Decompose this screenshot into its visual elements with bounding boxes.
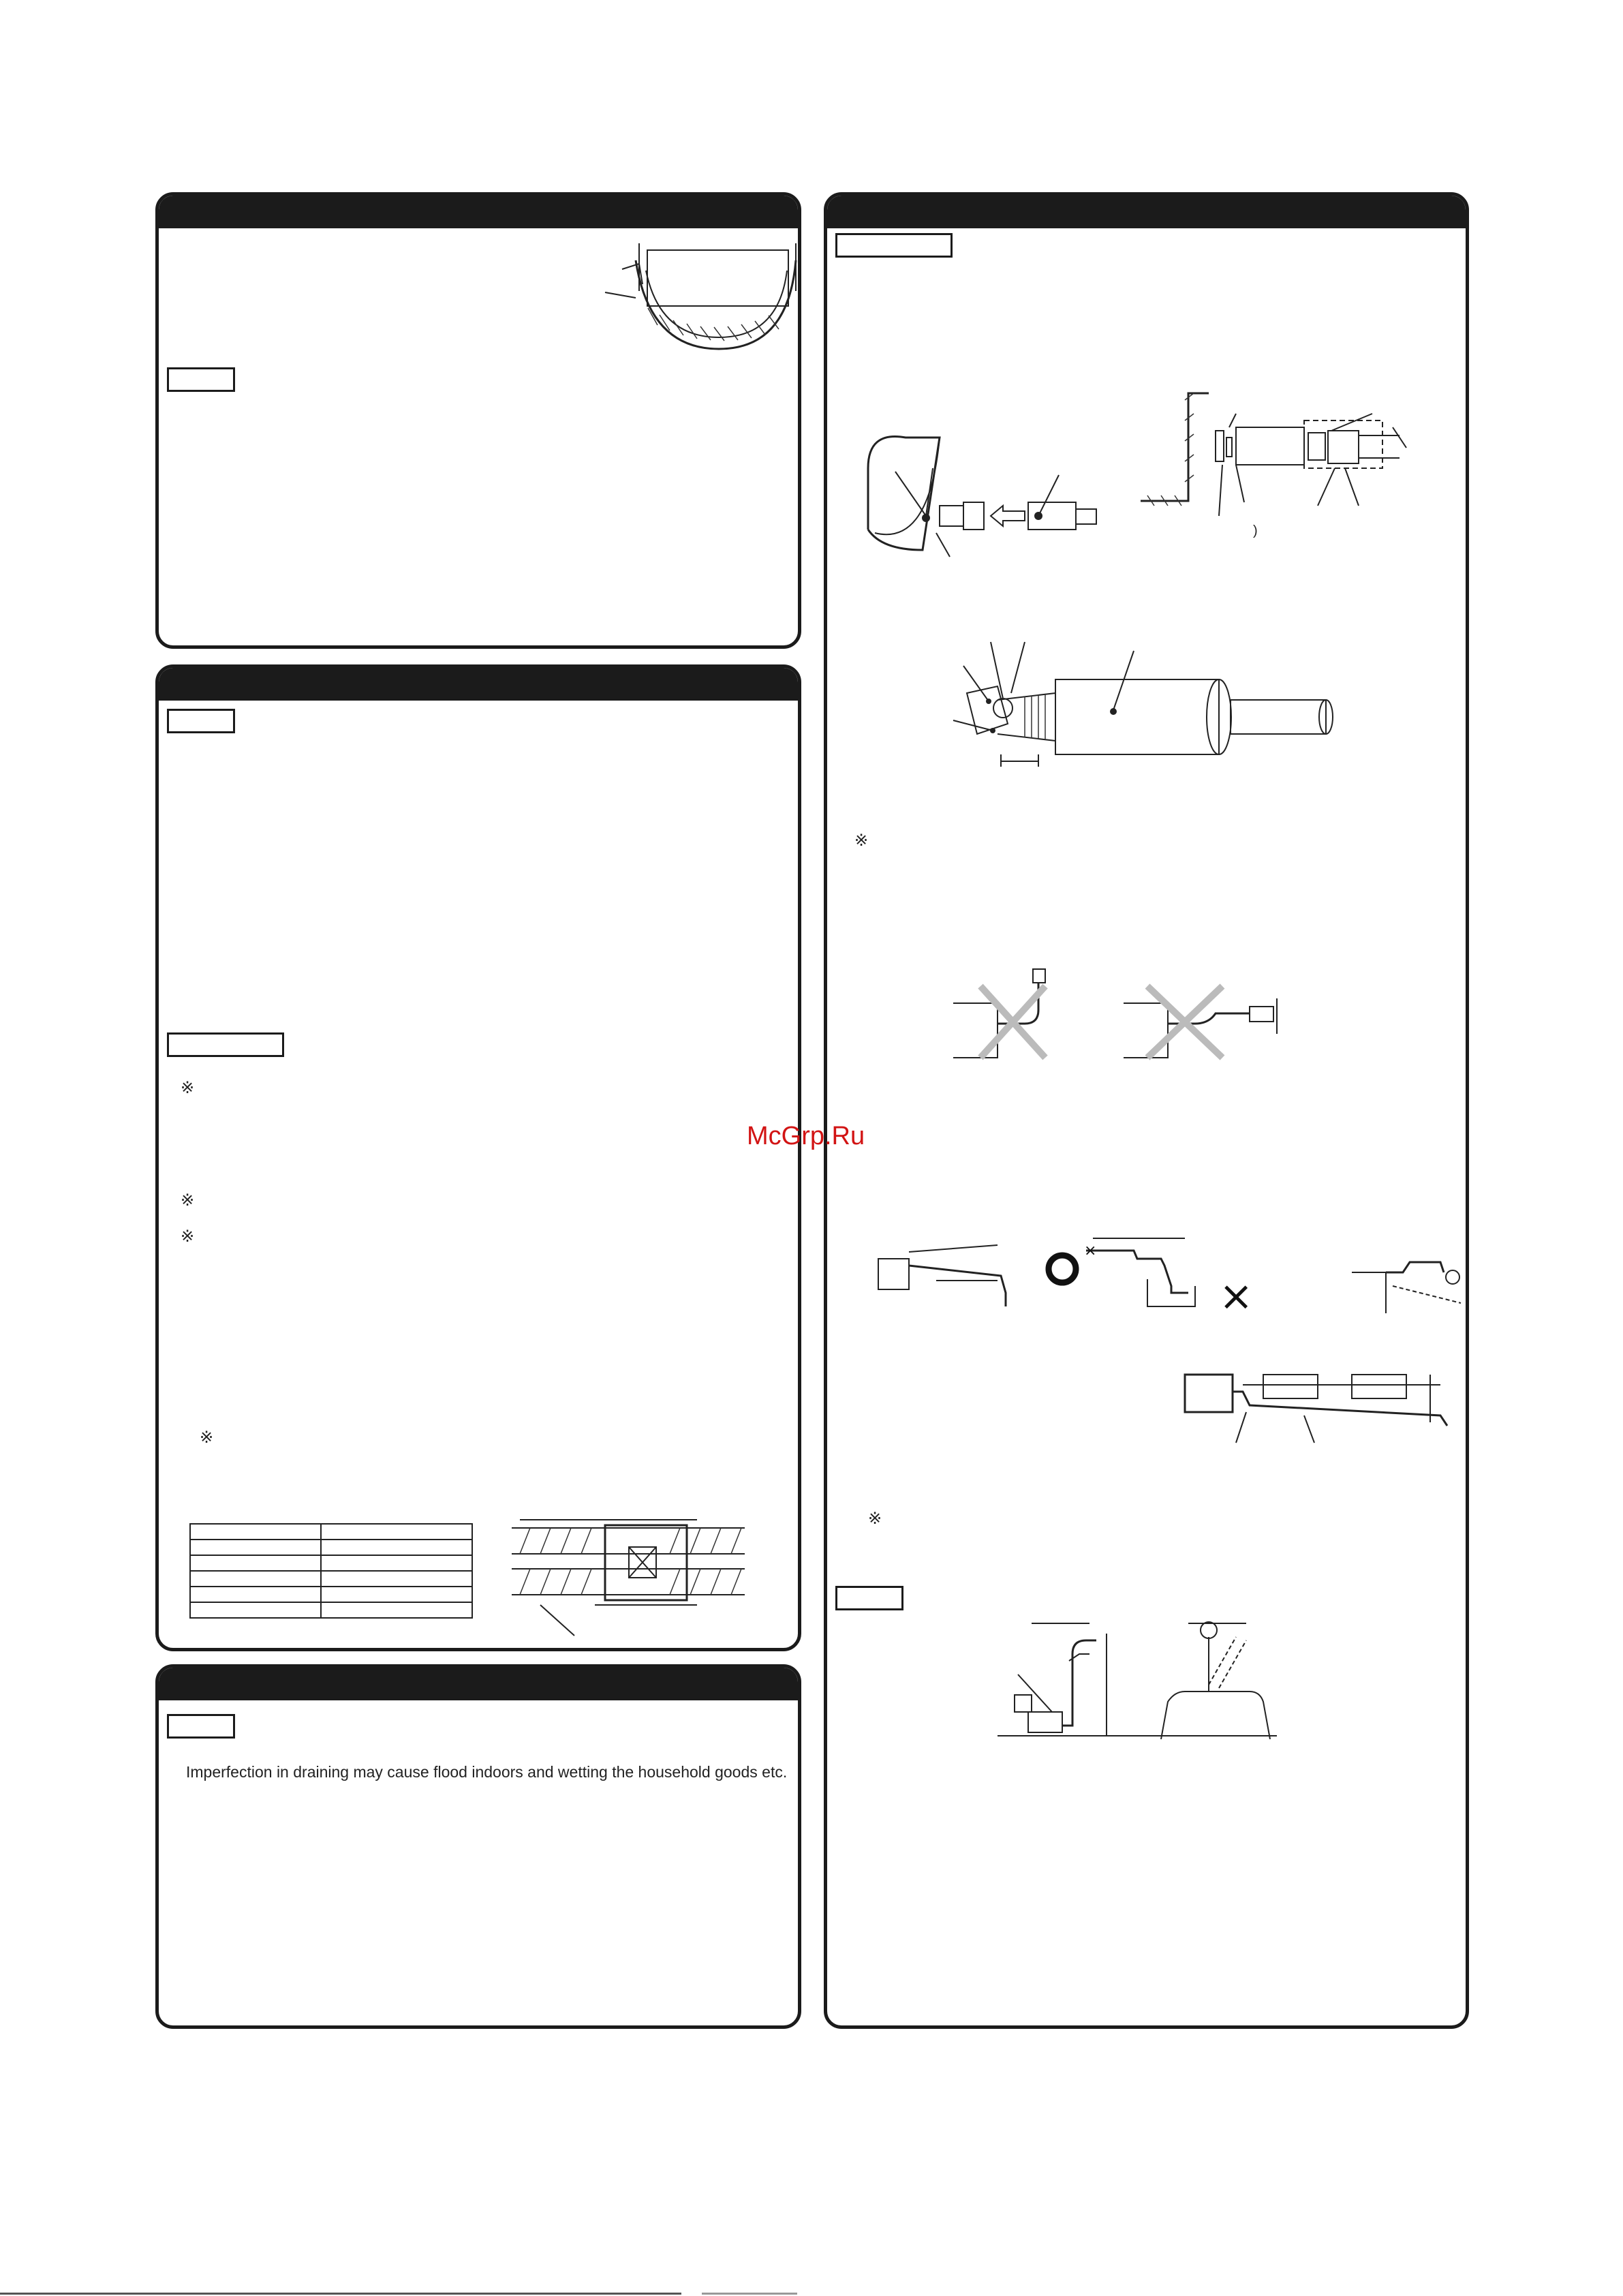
page-bottom-rule <box>702 2293 797 2295</box>
drain-caution-text: Imperfection in draining may cause flood indoors and wetting the household goods etc. <box>186 1763 788 1781</box>
incorrect-bend-diagrams <box>953 969 1277 1058</box>
reference-mark: ※ <box>200 1428 214 1447</box>
section-panel-middle-left <box>155 664 801 1651</box>
flare-joint-diagram <box>159 668 801 1651</box>
reference-mark: ※ <box>181 1191 195 1210</box>
reference-mark: ※ <box>868 1510 882 1528</box>
piping-installation-diagrams <box>827 196 1469 2029</box>
drain-slope-diagrams <box>878 1238 1461 1320</box>
reference-mark: ※ <box>181 1079 195 1097</box>
insulated-pipe-diagram <box>953 642 1333 767</box>
diagram-paren-mark: ) <box>1253 523 1258 538</box>
watermark-text: McGrp.Ru <box>747 1122 865 1150</box>
section-panel-top-left <box>155 192 801 649</box>
page-bottom-rule <box>0 2293 681 2295</box>
svg-text:×: × <box>1084 1242 1097 1259</box>
section-header-bar <box>159 1668 798 1700</box>
unit-cross-section-diagram <box>159 196 801 649</box>
reference-mark: ※ <box>181 1227 195 1246</box>
caution-label-box <box>167 1714 235 1739</box>
section-panel-bottom-left <box>155 1664 801 2029</box>
svg-text:×: × <box>1219 1272 1254 1320</box>
section-panel-right <box>824 192 1469 2029</box>
pipe-insertion-diagram <box>868 436 1096 557</box>
multi-unit-drain-diagram <box>1185 1375 1447 1443</box>
drain-raise-diagram <box>998 1622 1277 1739</box>
reference-mark: ※ <box>854 831 869 850</box>
wall-pipe-connection-diagram <box>1141 393 1406 516</box>
